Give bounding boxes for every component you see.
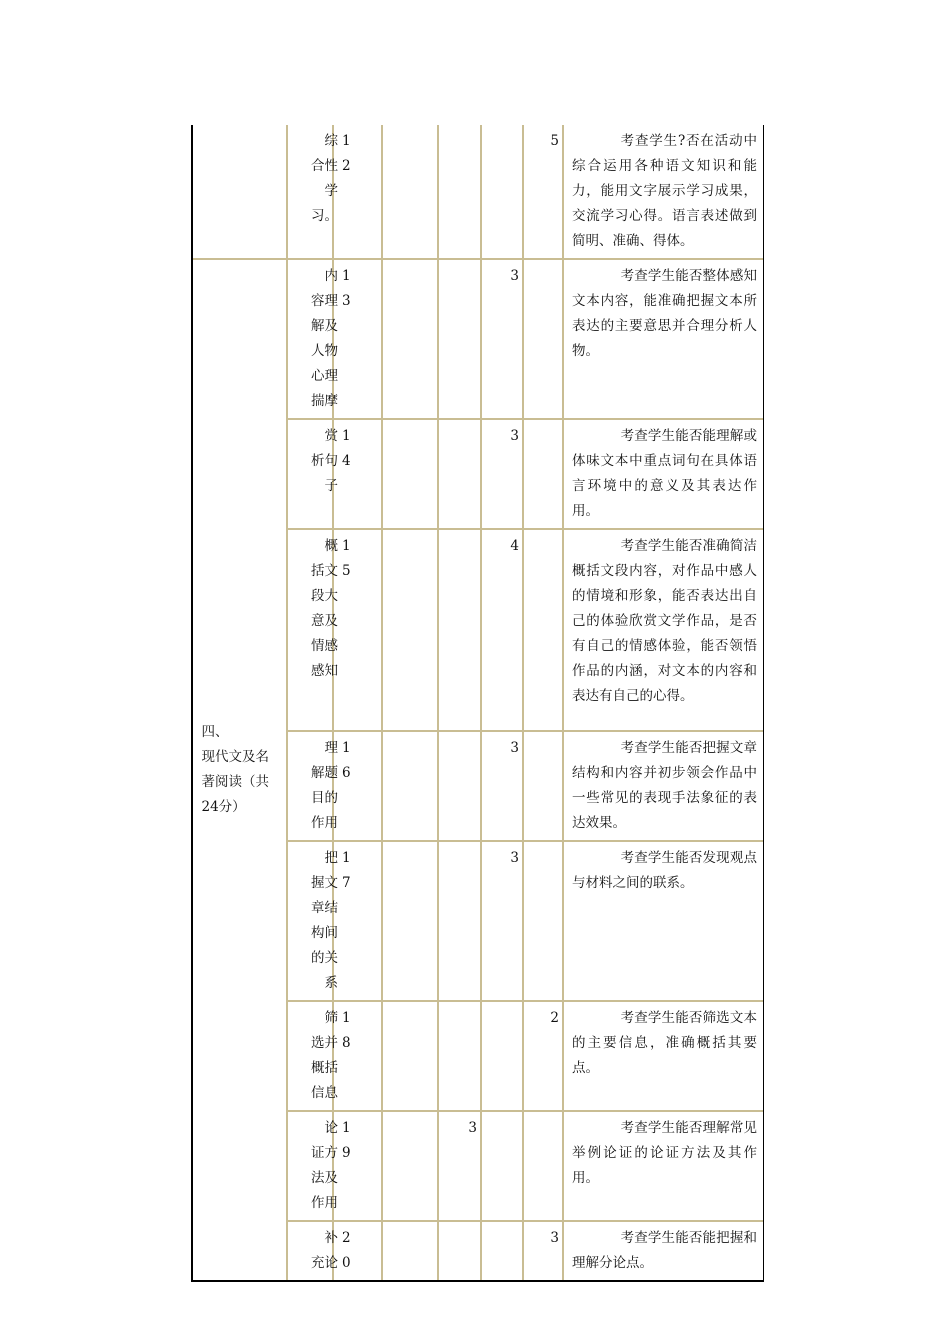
item-label: 容理 解及 人物 心理 揣摩 bbox=[311, 293, 338, 409]
score-col-2: 3 bbox=[439, 1112, 482, 1222]
item-label: 析句 子 bbox=[311, 453, 338, 494]
question-number: 1 8 bbox=[334, 1002, 383, 1112]
item-cell bbox=[288, 420, 338, 530]
category-cell bbox=[193, 125, 288, 260]
score-col-2 bbox=[439, 125, 482, 260]
description-cell: 考查学生能否理解常见举例论证的论证方法及其作用。 bbox=[564, 1112, 763, 1222]
score-col-4 bbox=[524, 260, 564, 420]
item-cell bbox=[288, 530, 338, 732]
question-number: 1 5 bbox=[334, 530, 383, 732]
score-col-3 bbox=[482, 1222, 524, 1280]
item-first-char: 论 bbox=[324, 1120, 338, 1136]
score-col-3 bbox=[482, 1002, 524, 1112]
question-number: 1 3 bbox=[334, 260, 383, 420]
item-cell bbox=[288, 842, 338, 1002]
score-col-4 bbox=[524, 1112, 564, 1222]
item-cell bbox=[288, 1002, 338, 1112]
item-label: 证方 法及 作用 bbox=[311, 1145, 338, 1211]
description-cell: 考查学生?否在活动中综合运用各种语文知识和能力，能用文字展示学习成果，交流学习心得。语言表述做到简明、准确、得体。 bbox=[564, 125, 763, 260]
score-col-1 bbox=[383, 260, 439, 420]
score-col-4: 5 bbox=[524, 125, 564, 260]
item-first-char: 综 bbox=[324, 133, 338, 149]
table-row bbox=[193, 125, 763, 260]
score-col-3: 4 bbox=[482, 530, 524, 732]
score-col-2 bbox=[439, 260, 482, 420]
item-label: 选并 概括 信息 bbox=[311, 1035, 338, 1101]
score-col-4: 2 bbox=[524, 1002, 564, 1112]
item-first-char: 理 bbox=[324, 740, 338, 756]
score-col-4 bbox=[524, 732, 564, 842]
score-col-2 bbox=[439, 1222, 482, 1280]
item-label: 括文 段大 意及 情感 感知 bbox=[311, 563, 338, 679]
item-first-char: 内 bbox=[324, 268, 338, 284]
assessment-table bbox=[191, 125, 764, 1282]
score-col-1 bbox=[383, 1112, 439, 1222]
score-col-1 bbox=[383, 842, 439, 1002]
score-col-3: 3 bbox=[482, 842, 524, 1002]
item-label: 解题 目的 作用 bbox=[311, 765, 338, 831]
score-col-4 bbox=[524, 842, 564, 1002]
item-cell bbox=[288, 1112, 338, 1222]
description-cell: 考查学生能否整体感知文本内容，能准确把握文本所表达的主要意思并合理分析人物。 bbox=[564, 260, 763, 420]
item-label: 合性 学 习。 bbox=[311, 158, 338, 224]
score-col-1 bbox=[383, 420, 439, 530]
item-first-char: 补 bbox=[324, 1230, 338, 1246]
question-number: 1 9 bbox=[334, 1112, 383, 1222]
item-first-char: 筛 bbox=[324, 1010, 338, 1026]
item-first-char: 赏 bbox=[324, 428, 338, 444]
item-cell bbox=[288, 125, 338, 260]
item-cell bbox=[288, 1222, 338, 1280]
score-col-3: 3 bbox=[482, 420, 524, 530]
score-col-3: 3 bbox=[482, 732, 524, 842]
score-col-2 bbox=[439, 842, 482, 1002]
score-col-2 bbox=[439, 530, 482, 732]
question-number: 1 2 bbox=[334, 125, 383, 260]
score-col-1 bbox=[383, 530, 439, 732]
item-label: 握文 章结 构间 的关 系 bbox=[311, 875, 338, 991]
item-cell bbox=[288, 732, 338, 842]
description-cell: 考查学生能否能把握和理解分论点。 bbox=[572, 1230, 757, 1271]
item-cell bbox=[288, 260, 338, 420]
score-col-3 bbox=[482, 1112, 524, 1222]
score-col-1 bbox=[383, 732, 439, 842]
description-cell: 考查学生能否准确简洁概括文段内容，对作品中感人的情境和形象，能否表达出自己的体验欣赏文学作品，是否有自己的情感体验，能否领悟作品的内涵，对文本的内容和表达有自己的心得。 bbox=[564, 530, 763, 732]
score-col-2 bbox=[439, 732, 482, 842]
item-label: 充论 bbox=[311, 1255, 338, 1271]
item-first-char: 把 bbox=[324, 850, 338, 866]
question-number: 1 4 bbox=[334, 420, 383, 530]
table-row bbox=[193, 260, 763, 420]
description-cell: 考查学生能否筛选文本的主要信息，准确概括其要点。 bbox=[564, 1002, 763, 1112]
description-cell: 考查学生能否把握文章结构和内容并初步领会作品中一些常见的表现手法象征的表达效果。 bbox=[564, 732, 763, 842]
item-first-char: 概 bbox=[324, 538, 338, 554]
score-col-4 bbox=[524, 420, 564, 530]
score-col-2 bbox=[439, 420, 482, 530]
score-col-4: 3 bbox=[524, 1222, 564, 1280]
score-col-1 bbox=[383, 125, 439, 260]
score-col-3 bbox=[482, 125, 524, 260]
score-col-2 bbox=[439, 1002, 482, 1112]
score-col-1 bbox=[383, 1002, 439, 1112]
category-cell: 四、 现代文及名著阅读（共24分） bbox=[193, 260, 288, 1280]
score-col-4 bbox=[524, 530, 564, 732]
score-col-3: 3 bbox=[482, 260, 524, 420]
description-cell: 考查学生能否能理解或体味文本中重点词句在具体语言环境中的意义及其表达作用。 bbox=[564, 420, 763, 530]
question-number: 1 7 bbox=[334, 842, 383, 1002]
description-cell: 考查学生能否发现观点与材料之间的联系。 bbox=[564, 842, 763, 1002]
question-number: 2 0 bbox=[334, 1222, 383, 1280]
score-col-1 bbox=[383, 1222, 439, 1280]
question-number: 1 6 bbox=[334, 732, 383, 842]
